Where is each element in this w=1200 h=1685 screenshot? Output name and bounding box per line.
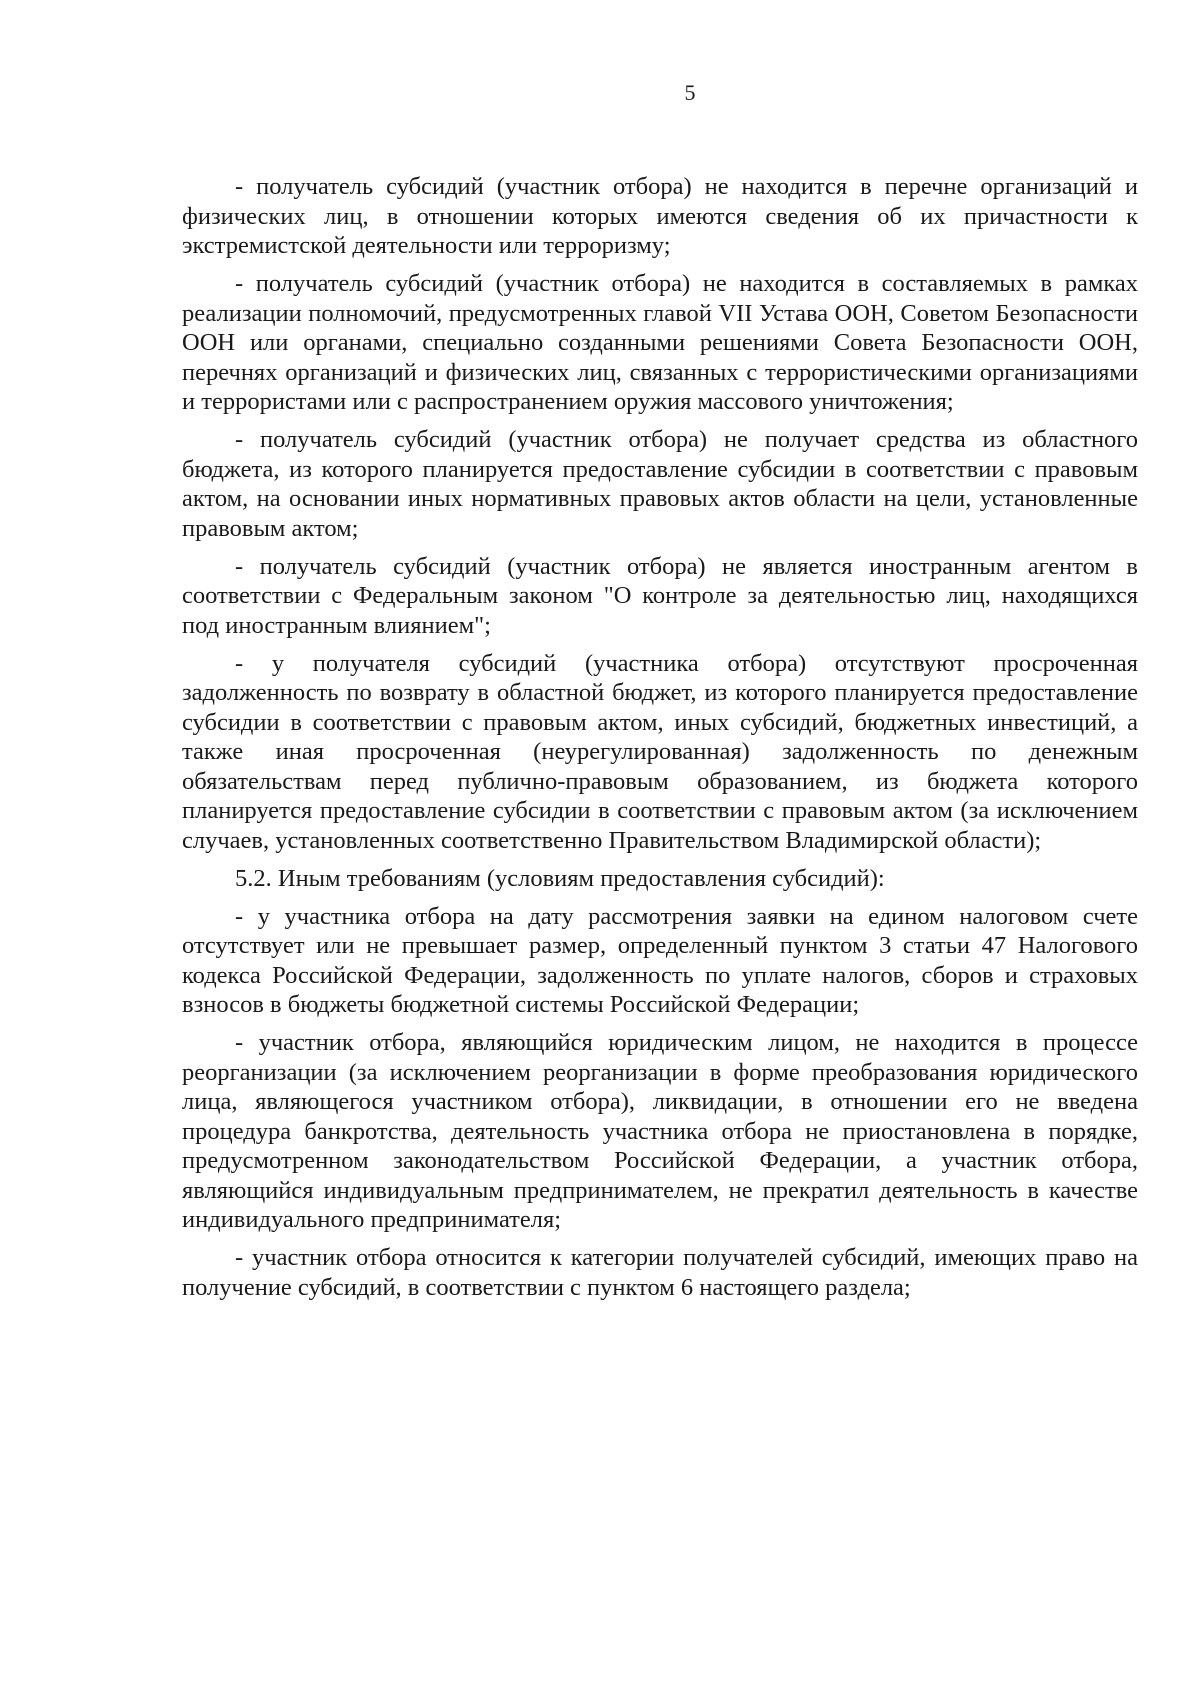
document-body xyxy=(182,172,1138,1311)
page-number: 5 xyxy=(684,80,696,105)
paragraph-extremism-list: - получатель субсидий (участник отбора) не находится в перечне организаций и физических лиц, в отношении которых имеются сведения об их причастности к экстремистской деятельности или терроризму; xyxy=(182,173,1138,259)
section-heading-5-2: 5.2. Иным требованиям (условиям предоставления субсидий): xyxy=(235,864,885,892)
paragraph-recipient-category: - участник отбора относится к категории получателей субсидий, имеющих право на получение субсидий, в соответствии с пунктом 6 настоящего раздела; xyxy=(182,1244,1138,1301)
paragraph-reorganization: - участник отбора, являющийся юридическим лицом, не находится в процессе реорганизации (за исключением реорганизации в форме преобразования юридического лица, являющегося участником отбора), ликвидации, в отношении его не введена процедура банкротства, деятельность участника отбора не приостановлена в порядке, предусмотренном законодательством Российской Федерации, а участник отбора, являющийся индивидуальным предпринимателем, не прекратил деятельность в качестве индивидуального предпринимателя; xyxy=(182,1029,1138,1233)
paragraph-un-sanctions-list: - получатель субсидий (участник отбора) не находится в составляемых в рамках реализации полномочий, предусмотренных главой VII Устава ООН, Советом Безопасности ООН или органами, специально созданными решениями Совета Безопасности ООН, перечнях организаций и физических лиц, связанных с террористическими организациями и террористами или с распространением оружия массового уничтожения; xyxy=(182,270,1138,415)
paragraph-no-regional-budget-funds: - получатель субсидий (участник отбора) не получает средства из областного бюджета, из которого планируется предоставление субсидии в соответствии с правовым актом, на основании иных нормативных правовых актов области на цели, установленные правовым актом; xyxy=(182,426,1138,542)
paragraph-no-overdue-debt: - у получателя субсидий (участника отбора) отсутствуют просроченная задолженность по возврату в областной бюджет, из которого планируется предоставление субсидии в соответствии с правовым актом, иных субсидий, бюджетных инвестиций, а также иная просроченная (неурегулированная) задолженность по денежным обязательствам перед публично-правовым образованием, из бюджета которого планируется предоставление субсидии в соответствии с правовым актом (за исключением случаев, установленных соответственно Правительством Владимирской области); xyxy=(182,649,1138,854)
paragraph-tax-debt: - у участника отбора на дату рассмотрения заявки на едином налоговом счете отсутствует или не превышает размер, определенный пунктом 3 статьи 47 Налогового кодекса Российской Федерации, задолженность по уплате налогов, сборов и страховых взносов в бюджеты бюджетной системы Российской Федерации; xyxy=(182,902,1138,1018)
paragraph-not-foreign-agent: - получатель субсидий (участник отбора) не является иностранным агентом в соответствии с Федеральным законом "О контроле за деятельностью лиц, находящихся под иностранным влиянием"; xyxy=(182,552,1138,639)
